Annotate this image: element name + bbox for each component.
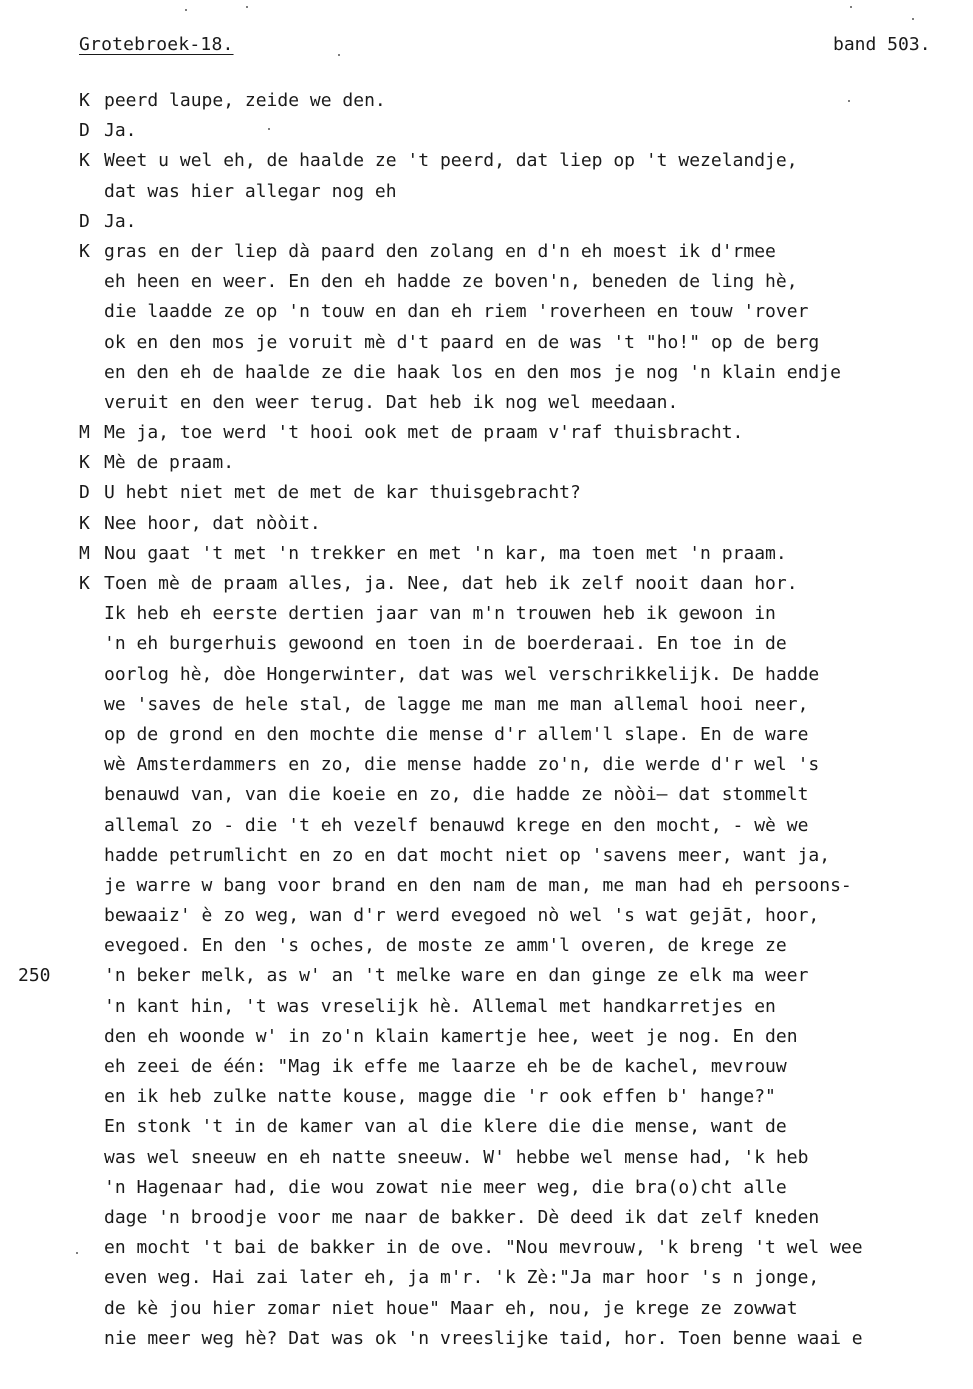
speaker-code: K xyxy=(79,452,90,474)
speaker-code: K xyxy=(79,150,90,172)
utterance-text: die laadde ze op 'n touw en dan eh riem 'roverheen en touw 'rover xyxy=(104,301,809,323)
utterance-text: 'n eh burgerhuis gewoond en toen in de boerderaai. En toe in de xyxy=(104,633,787,655)
speaker-code: D xyxy=(79,210,90,232)
transcript-line xyxy=(0,418,973,448)
utterance-text: Nou gaat 't met 'n trekker en met 'n kar, ma toen met 'n praam. xyxy=(104,542,787,564)
utterance-text: gras en der liep dà paard den zolang en d'n eh moest ik d'rmee xyxy=(104,240,776,262)
tape-number: band 503. xyxy=(833,34,931,55)
transcript-line xyxy=(0,297,973,327)
transcript-line xyxy=(0,1173,973,1203)
utterance-text: Nee hoor, dat nòòit. xyxy=(104,512,321,534)
line-counter-mark: 250 xyxy=(18,965,51,987)
speaker-code: K xyxy=(79,90,90,111)
transcript-line xyxy=(0,116,973,146)
scan-speck xyxy=(338,54,340,56)
utterance-text: oorlog hè, dòe Hongerwinter, dat was wel verschrikkelijk. De hadde xyxy=(104,663,820,685)
transcript-line xyxy=(0,780,973,810)
utterance-text: je warre w bang voor brand en den nam de man, me man had eh persoons- xyxy=(104,874,852,896)
transcript-line xyxy=(0,569,973,599)
transcript-line xyxy=(0,1082,973,1112)
scan-speck xyxy=(268,128,270,130)
transcript-line xyxy=(0,207,973,237)
transcript-line xyxy=(0,146,973,176)
utterance-text: we 'saves de hele stal, de lagge me man me man allemal hooi neer, xyxy=(104,693,809,715)
speaker-code: D xyxy=(79,120,90,142)
utterance-text: bewaaiz' è zo weg, wan d'r werd evegoed nò wel 's wat gejāt, hoor, xyxy=(104,905,820,927)
transcript-line xyxy=(0,177,973,207)
transcript-line xyxy=(0,448,973,478)
scan-speck xyxy=(246,6,248,8)
speaker-code: K xyxy=(79,240,90,262)
utterance-text: was wel sneeuw en eh natte sneeuw. W' hebbe wel mense had, 'k heb xyxy=(104,1146,809,1168)
utterance-text: Toen mè de praam alles, ja. Nee, dat heb ik zelf nooit daan hor. xyxy=(104,573,798,594)
utterance-text: Weet u wel eh, de haalde ze 't peerd, dat liep op 't wezelandje, xyxy=(104,150,798,172)
utterance-text: U hebt niet met de met de kar thuisgebracht? xyxy=(104,482,581,504)
transcript-line xyxy=(0,1233,973,1263)
utterance-text: en ik heb zulke natte kouse, magge die 'r ook effen b' hange?" xyxy=(104,1086,776,1108)
utterance-text: 'n Hagenaar had, die wou zowat nie meer weg, die bra(o)cht alle xyxy=(104,1176,787,1198)
utterance-text: En stonk 't in de kamer van al die klere die die mense, want de xyxy=(104,1116,787,1138)
utterance-text: allemal zo - die 't eh vezelf benauwd krege en den mocht, - wè we xyxy=(104,814,809,836)
transcript-line xyxy=(0,660,973,690)
utterance-text: even weg. Hai zai later eh, ja m'r. 'k Zè:"Ja mar hoor 's n jonge, xyxy=(104,1267,820,1289)
transcript-line xyxy=(0,1143,973,1173)
speaker-code: M xyxy=(79,422,90,444)
transcript-line xyxy=(0,1294,973,1324)
transcript-line xyxy=(0,720,973,750)
utterance-text: de kè jou hier zomar niet houe" Maar eh, nou, je krege ze zowwat xyxy=(104,1297,798,1319)
scan-speck xyxy=(76,1252,78,1254)
utterance-text: hadde petrumlicht en zo en dat mocht niet op 'savens meer, want ja, xyxy=(104,844,831,866)
utterance-text: Ik heb eh eerste dertien jaar van m'n trouwen heb ik gewoon in xyxy=(104,603,776,625)
transcript-line xyxy=(0,509,973,539)
scan-speck xyxy=(848,100,850,102)
transcript-line xyxy=(0,1052,973,1082)
utterance-text: nie meer weg hè? Dat was ok 'n vreeslijke taid, hor. Toen benne waai e xyxy=(104,1327,863,1349)
document-title: Grotebroek-18. xyxy=(79,34,234,55)
transcript-line xyxy=(0,992,973,1022)
scan-speck xyxy=(912,18,914,20)
transcript-line xyxy=(0,901,973,931)
transcript-line xyxy=(0,1022,973,1052)
speaker-code: M xyxy=(79,542,90,564)
utterance-text: en mocht 't bai de bakker in de ove. "Nou mevrouw, 'k breng 't wel wee xyxy=(104,1237,863,1259)
scan-speck xyxy=(185,9,187,11)
transcript-line xyxy=(0,539,973,569)
transcript-line xyxy=(0,328,973,358)
transcript-body xyxy=(0,86,973,1354)
transcript-line xyxy=(0,237,973,267)
transcript-line xyxy=(0,690,973,720)
transcript-line xyxy=(0,358,973,388)
utterance-text: 'n beker melk, as w' an 't melke ware en dan ginge ze elk ma weer xyxy=(104,965,809,987)
transcript-line xyxy=(0,750,973,780)
transcript-line xyxy=(0,811,973,841)
utterance-text: op de grond en den mochte die mense d'r allem'l slape. En de ware xyxy=(104,723,809,745)
utterance-text: den eh woonde w' in zo'n klain kamertje hee, weet je nog. En den xyxy=(104,1025,798,1047)
utterance-text: 'n kant hin, 't was vreselijk hè. Allemal met handkarretjes en xyxy=(104,995,776,1017)
transcript-line xyxy=(0,478,973,508)
transcript-line xyxy=(0,267,973,297)
transcript-line xyxy=(0,931,973,961)
scan-speck xyxy=(850,6,852,8)
speaker-code: K xyxy=(79,512,90,534)
transcript-line xyxy=(0,629,973,659)
utterance-text: Ja. xyxy=(104,120,137,142)
utterance-text: eh heen en weer. En den eh hadde ze boven'n, beneden de ling hè, xyxy=(104,271,798,293)
transcript-line xyxy=(0,1324,973,1354)
utterance-text: wè Amsterdammers en zo, die mense hadde zo'n, die werde d'r wel 's xyxy=(104,754,820,776)
utterance-text: veruit en den weer terug. Dat heb ik nog wel meedaan. xyxy=(104,391,679,413)
transcript-line xyxy=(0,1203,973,1233)
utterance-text: dat was hier allegar nog eh xyxy=(104,180,397,202)
transcript-line xyxy=(0,1263,973,1293)
utterance-text: evegoed. En den 's oches, de moste ze amm'l overen, de krege ze xyxy=(104,935,787,957)
speaker-code: K xyxy=(79,573,90,594)
transcript-line xyxy=(0,871,973,901)
utterance-text: dage 'n broodje voor me naar de bakker. Dè deed ik dat zelf kneden xyxy=(104,1206,820,1228)
utterance-text: benauwd van, van die koeie en zo, die hadde ze nòòi— dat stommelt xyxy=(104,784,809,806)
transcript-line xyxy=(0,1112,973,1142)
transcript-line xyxy=(0,961,973,991)
transcript-line xyxy=(0,86,973,116)
utterance-text: Me ja, toe werd 't hooi ook met de praam v'raf thuisbracht. xyxy=(104,422,744,444)
transcript-line xyxy=(0,841,973,871)
utterance-text: peerd laupe, zeide we den. xyxy=(104,90,386,111)
utterance-text: Mè de praam. xyxy=(104,452,235,474)
transcript-line xyxy=(0,388,973,418)
utterance-text: Ja. xyxy=(104,210,137,232)
transcript-line xyxy=(0,599,973,629)
speaker-code: D xyxy=(79,482,90,504)
utterance-text: eh zeei de één: "Mag ik effe me laarze eh be de kachel, mevrouw xyxy=(104,1056,787,1077)
utterance-text: en den eh de haalde ze die haak los en den mos je nog 'n klain endje xyxy=(104,361,841,383)
utterance-text: ok en den mos je voruit mè d't paard en de was 't "ho!" op de berg xyxy=(104,331,820,353)
